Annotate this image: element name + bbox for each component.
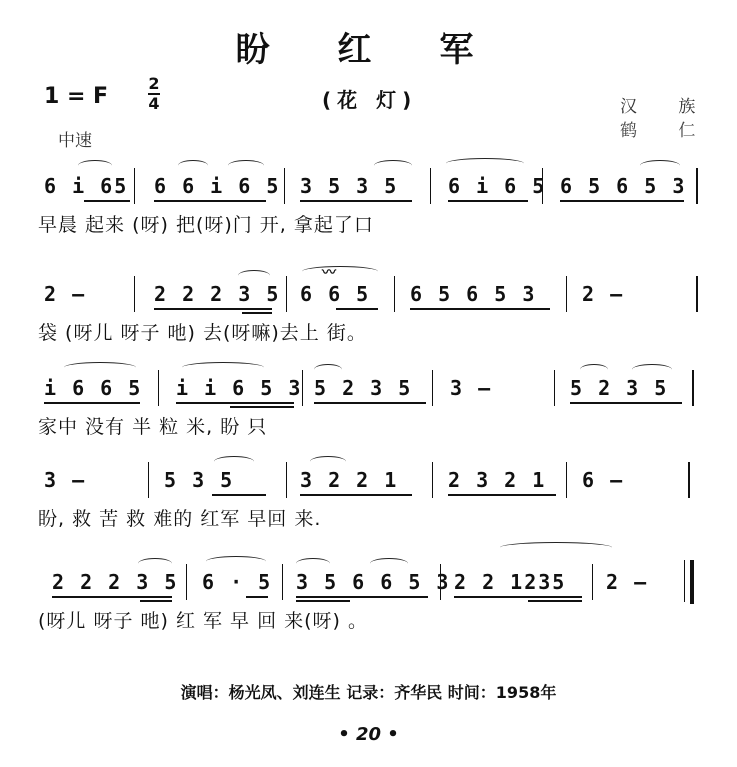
barline [696,168,698,204]
slur [640,160,680,171]
genre-label: (花 灯) [322,88,418,112]
measure: 3 — [450,376,493,400]
barline [688,462,690,498]
barline [282,564,283,600]
lyrics: 家中 没有 半 粒 米, 盼 只 [38,416,268,438]
slur [206,556,266,567]
barline [284,168,285,204]
beam [410,308,550,310]
beam [230,406,294,408]
slur [500,542,612,553]
measure: 5 2 3 5 [570,376,669,400]
measure: 6 · 5 [202,570,273,594]
measure: i i 6 5 3 [176,376,303,400]
measure: 3 5 6 6 5 3 [296,570,451,594]
performance-credits: 演唱：杨光凤、刘连生 记录：齐华民 时间：1958年 [180,683,557,702]
time-signature [148,76,160,112]
barline [696,276,698,312]
barline [148,462,149,498]
ornament-mark: 〰 [322,265,338,281]
measure: 6 5 6 5 3 [410,282,537,306]
lyrics: 早晨 起来 (呀) 把(呀)门 开, 拿起了口 [38,214,374,236]
tempo-marking: 中速 [58,131,92,151]
slur [182,362,264,373]
slur [64,362,136,373]
measure: 6 6 5 [300,282,371,306]
region-label: 鹤 仁 [620,121,714,141]
slur [374,160,412,171]
beam [454,596,582,598]
lyrics: 盼, 救 苦 救 难的 红军 早回 来. [38,508,322,530]
measure: 6 i 65 [44,174,129,198]
measure: i 6 6 5 [44,376,143,400]
slur [580,364,608,375]
score-line-5 [0,546,737,641]
beam [154,308,272,310]
slur [314,364,342,375]
slur [138,558,172,569]
lyrics: 袋 (呀儿 呀子 吔) 去(呀嘛)去上 街。 [38,322,367,344]
barline [566,276,567,312]
barline [286,276,287,312]
barline [134,168,135,204]
time-signature-top: 2 [148,74,160,93]
beam [570,402,682,404]
lyrics: (呀儿 呀子 吔) 红 军 早 回 来(呀) 。 [38,610,368,632]
page-number: • 20 • [338,724,399,745]
measure: 2 — [44,282,87,306]
score-line-3 [0,352,737,447]
beam [176,402,294,404]
barline [302,370,303,406]
beam [314,402,426,404]
slur [632,364,672,375]
measure: 2 2 2 3 5 [154,282,281,306]
barline [134,276,135,312]
beam [246,596,268,598]
beam [528,600,582,602]
beam [300,200,412,202]
beam [448,200,528,202]
measure: 6 5 6 5 3 [560,174,687,198]
barline [430,168,431,204]
beam [44,402,140,404]
barline [432,370,433,406]
beam [242,312,272,314]
score-line-2 [0,258,737,353]
measure: 2 2 2 3 5 [52,570,179,594]
measure: 6 i 6 5 [448,174,547,198]
slur [310,456,346,467]
final-barline-thin [684,560,685,602]
measure: 5 3 5 [164,468,235,492]
barline [554,370,555,406]
barline [566,462,567,498]
score-line-1 [0,150,737,245]
measure: 3 5 3 5 [300,174,399,198]
measure: 3 2 2 1 [300,468,399,492]
ethnicity-label: 汉 族 [620,97,714,117]
slur [296,558,330,569]
measure: 3 — [44,468,87,492]
measure: 2 — [606,570,649,594]
measure: 5 2 3 5 [314,376,413,400]
song-title: 盼 红 军 [235,30,502,70]
beam [336,308,378,310]
slur [178,160,208,171]
barline [542,168,543,204]
time-signature-bottom: 4 [148,94,160,113]
key-signature: 1 = F [44,84,109,109]
beam [448,494,556,496]
barline [158,370,159,406]
beam [300,494,412,496]
beam [154,200,266,202]
measure: 2 3 2 1 [448,468,547,492]
beam [84,200,130,202]
measure: 2 — [582,282,625,306]
barline [692,370,694,406]
beam [296,600,350,602]
slur [302,266,378,277]
final-barline-thick [690,560,694,604]
barline [440,564,441,600]
beam [296,596,428,598]
slur [370,558,408,569]
slur [214,456,254,467]
barline [186,564,187,600]
score-line-4 [0,444,737,539]
beam [52,596,172,598]
slur [238,270,270,281]
barline [394,276,395,312]
measure: 2 2 1235 [454,570,567,594]
slur [78,160,112,171]
slur [228,160,264,171]
measure: 6 6 i 6 5 [154,174,281,198]
barline [286,462,287,498]
beam [560,200,684,202]
barline [592,564,593,600]
measure: 6 — [582,468,625,492]
slur [446,158,524,169]
beam [212,494,266,496]
barline [432,462,433,498]
beam [140,600,172,602]
